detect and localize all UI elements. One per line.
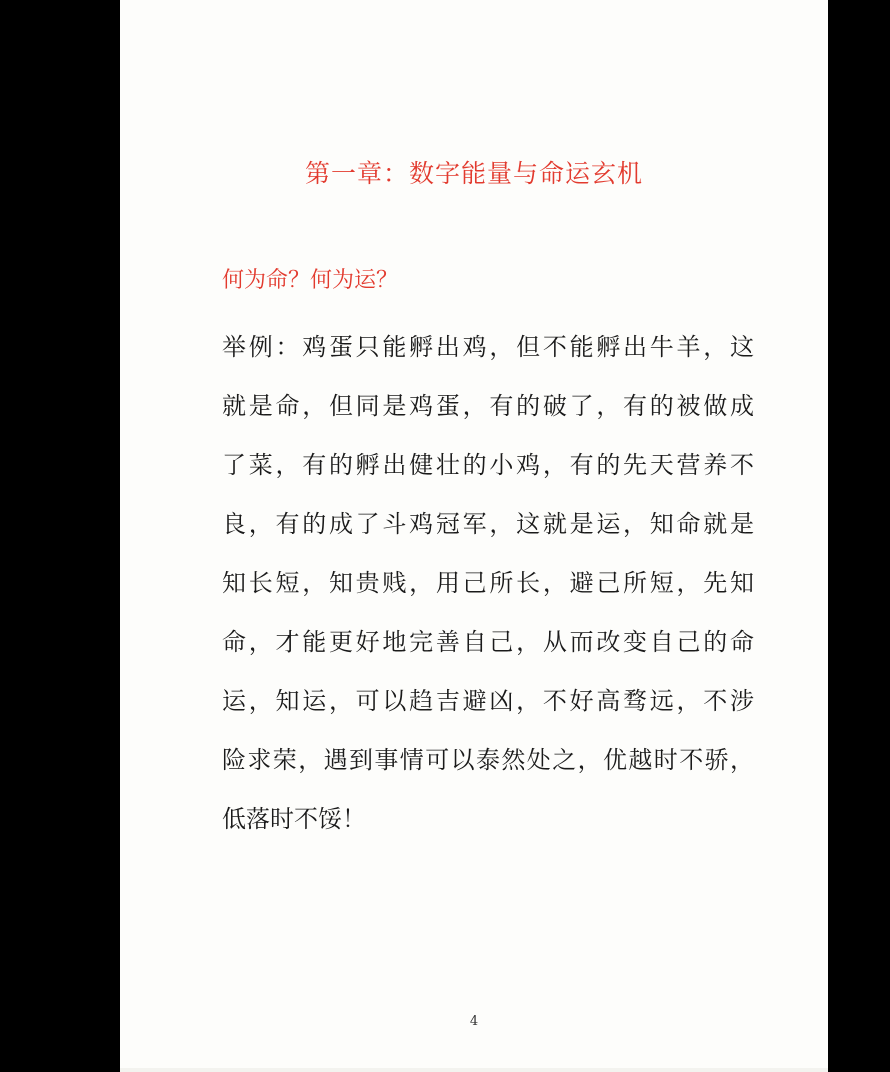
document-page bbox=[120, 0, 828, 1072]
body-line: 就是命，但同是鸡蛋，有的破了，有的被做成 bbox=[222, 392, 754, 420]
body-line: 良，有的成了斗鸡冠军，这就是运，知命就是 bbox=[222, 510, 754, 538]
body-line: 了菜，有的孵出健壮的小鸡，有的先天营养不 bbox=[222, 451, 754, 479]
page-number: 4 bbox=[469, 1014, 479, 1029]
body-line: 运，知运，可以趋吉避凶，不好高骛远，不涉 bbox=[222, 687, 754, 715]
body-line: 低落时不馁！ bbox=[222, 805, 366, 833]
chapter-title: 第一章：数字能量与命运玄机 bbox=[304, 159, 643, 188]
page-bottom-edge bbox=[120, 1068, 828, 1072]
section-heading: 何为命？何为运？ bbox=[222, 268, 399, 293]
body-line: 举例：鸡蛋只能孵出鸡，但不能孵出牛羊，这 bbox=[222, 333, 754, 361]
body-paragraph bbox=[222, 318, 754, 849]
body-line: 命，才能更好地完善自己，从而改变自己的命 bbox=[222, 628, 754, 656]
body-line: 险求荣，遇到事情可以泰然处之，优越时不骄， bbox=[222, 746, 754, 774]
body-line: 知长短，知贵贱，用己所长，避己所短，先知 bbox=[222, 569, 754, 597]
